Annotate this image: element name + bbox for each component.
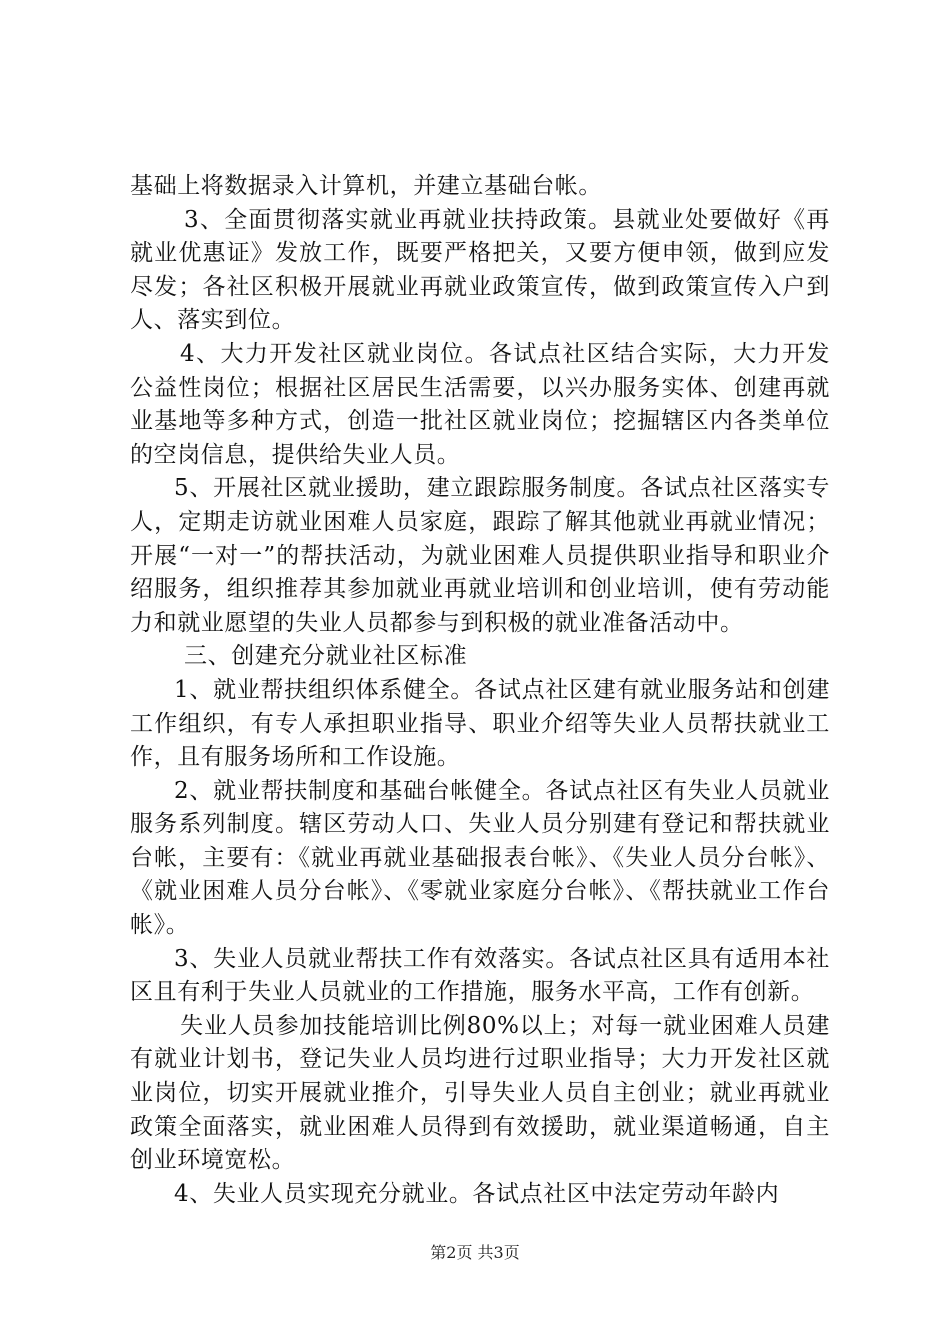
standard-item-3: 3、失业人员就业帮扶工作有效落实。各试点社区具有适用本社区且有利于失业人员就业的工作措施，服务水平高，工作有创新。 (130, 945, 830, 1006)
standard-item-3-detail: 失业人员参加技能培训比例80%以上；对每一就业困难人员建有就业计划书，登记失业人员均进行过职业指导；大力开发社区就业岗位，切实开展就业推介，引导失业人员自主创业；就业再就业政策全面落实，就业困难人员得到有效援助，就业渠道畅通，自主创业环境宽松。 (130, 1012, 830, 1174)
section-heading: 三、创建充分就业社区标准 (184, 643, 468, 670)
page-number: 第2页 共3页 (430, 1243, 520, 1262)
paragraph-item-4: 4、大力开发社区就业岗位。各试点社区结合实际，大力开发公益性岗位；根据社区居民生活需要，以兴办服务实体、创建再就业基地等多种方式，创造一批社区就业岗位；挖掘辖区内各类单位的空岗信息，提供给失业人员。 (130, 340, 830, 468)
page-footer (0, 1243, 950, 1263)
standard-item-4: 4、失业人员实现充分就业。各试点社区中法定劳动年龄内 (174, 1180, 780, 1207)
standard-item-2: 2、就业帮扶制度和基础台帐健全。各试点社区有失业人员就业服务系列制度。辖区劳动人口、失业人员分别建有登记和帮扶就业台帐，主要有：《就业再就业基础报表台帐》、《失业人员分台帐》、《就业困难人员分台帐》、《零就业家庭分台帐》、《帮扶就业工作台帐》。 (130, 777, 830, 939)
document-body (130, 170, 830, 1211)
standard-item-1: 1、就业帮扶组织体系健全。各试点社区建有就业服务站和创建工作组织，有专人承担职业指导、职业介绍等失业人员帮扶就业工作，且有服务场所和工作设施。 (130, 676, 830, 771)
paragraph-item-3: 3、全面贯彻落实就业再就业扶持政策。县就业处要做好《再就业优惠证》发放工作，既要严格把关，又要方便申领，做到应发尽发；各社区积极开展就业再就业政策宣传，做到政策宣传入户到人、落实到位。 (130, 206, 830, 334)
paragraph-item-5: 5、开展社区就业援助，建立跟踪服务制度。各试点社区落实专人，定期走访就业困难人员家庭，跟踪了解其他就业再就业情况；开展“一对一”的帮扶活动，为就业困难人员提供职业指导和职业介绍服务，组织推荐其参加就业再就业培训和创业培训，使有劳动能力和就业愿望的失业人员都参与到积极的就业准备活动中。 (130, 475, 830, 636)
paragraph-continuation: 基础上将数据录入计算机，并建立基础台帐。 (130, 173, 602, 199)
